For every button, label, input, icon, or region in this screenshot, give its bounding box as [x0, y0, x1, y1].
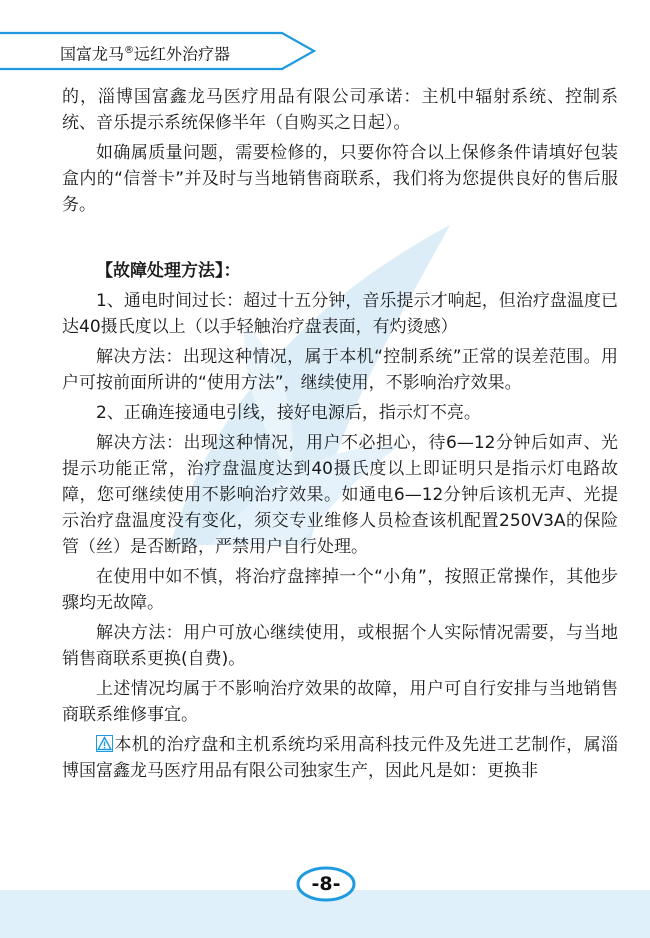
paragraph: 解决方法：出现这种情况，属于本机“控制系统”正常的误差范围。用户可按前面所讲的“使用方法”，继续使用，不影响治疗效果。: [62, 347, 618, 393]
body-text: [62, 84, 618, 788]
warning-triangle-icon: [96, 735, 113, 752]
paragraph: 如确属质量问题，需要检修的，只要你符合以上保修条件请填好包装盒内的“信誉卡”并及时与当地销售商联系，我们将为您提供良好的售后服务。: [62, 143, 618, 215]
paragraph: 的，淄博国富鑫龙马医疗用品有限公司承诺：主机中辐射系统、控制系统、音乐提示系统保修半年（自购买之日起）。: [62, 87, 618, 133]
header-title: 国富龙马®远红外治疗器: [60, 44, 231, 64]
paragraph: 上述情况均属于不影响治疗效果的故障，用户可自行安排与当地销售商联系维修事宜。: [62, 679, 618, 725]
paragraph-with-warning: 本机的治疗盘和主机系统均采用高科技元件及先进工艺制作，属淄博国富鑫龙马医疗用品有限公司独家生产，因此凡是如：更换非: [62, 735, 618, 781]
paragraph: 2、正确连接通电引线，接好电源后，指示灯不亮。: [96, 403, 481, 423]
paragraph: 在使用中如不慎，将治疗盘摔掉一个“小角”，按照正常操作，其他步骤均无故障。: [62, 567, 618, 613]
page-number: -8-: [311, 873, 341, 895]
paragraph: 解决方法：用户可放心继续使用，或根据个人实际情况需要，与当地销售商联系更换(自费)。: [62, 623, 618, 669]
section-heading: 【故障处理方法】：: [96, 261, 241, 281]
paragraph: 解决方法：出现这种情况，用户不必担心，待6—12分钟后如声、光提示功能正常，治疗盘温度达到40摄氏度以上即证明只是指示灯电路故障，您可继续使用不影响治疗效果。如通电6—12分钟后该机无声、光提示治疗盘温度没有变化，须交专业维修人员检查该机配置250V3A的保险管（丝）是否断路，严禁用户自行处理。: [62, 433, 618, 557]
paragraph: 1、通电时间过长：超过十五分钟，音乐提示才响起，但治疗盘温度已达40摄氏度以上（以手轻触治疗盘表面，有灼烫感）: [62, 291, 618, 337]
